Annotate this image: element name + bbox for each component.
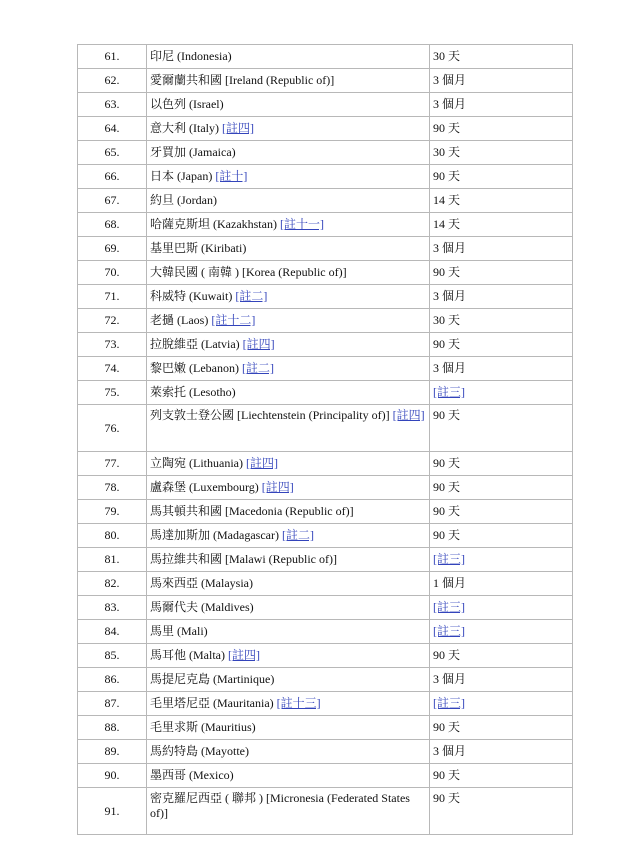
row-number-cell: 85. [78,644,147,668]
table-row [78,261,573,285]
footnote-link[interactable]: [註三] [433,600,465,614]
table-row [78,644,573,668]
footnote-link[interactable]: [註四] [242,337,275,351]
footnote-link[interactable]: [註三] [433,624,465,638]
country-name: 馬達加斯加 (Madagascar) [150,528,279,542]
country-cell [147,165,430,189]
stay-duration: 30 天 [433,49,461,63]
country-name: 基里巴斯 (Kiribati) [150,241,247,255]
stay-duration: 90 天 [433,337,461,351]
country-name: 老撾 (Laos) [150,313,209,327]
stay-duration: 90 天 [433,480,461,494]
footnote-link[interactable]: [註四] [221,121,254,135]
stay-duration: 90 天 [433,768,461,782]
row-number-cell: 87. [78,692,147,716]
table-row [78,117,573,141]
row-number-cell: 64. [78,117,147,141]
stay-duration: 3 個月 [433,289,467,303]
table-row [78,309,573,333]
country-name: 馬耳他 (Malta) [150,648,225,662]
stay-duration: 90 天 [433,504,461,518]
country-name: 印尼 (Indonesia) [150,49,232,63]
table-row [78,45,573,69]
country-name: 以色列 (Israel) [150,97,224,111]
row-number-cell: 77. [78,452,147,476]
footnote-link[interactable]: [註四] [392,408,425,422]
footnote-link[interactable]: [註三] [433,385,465,399]
table-row [78,141,573,165]
country-cell [147,117,430,141]
permitted-stay-cell [430,381,573,405]
country-name: 墨西哥 (Mexico) [150,768,234,782]
permitted-stay-cell [430,596,573,620]
row-number-cell: 90. [78,764,147,788]
country-cell [147,261,430,285]
country-cell [147,357,430,381]
row-number-cell: 62. [78,69,147,93]
country-name: 約旦 (Jordan) [150,193,217,207]
country-cell [147,644,430,668]
country-cell [147,309,430,333]
country-cell [147,69,430,93]
country-cell [147,452,430,476]
stay-duration: 90 天 [433,121,461,135]
table-row [78,788,573,835]
row-number-cell: 75. [78,381,147,405]
stay-duration: 3 個月 [433,744,467,758]
table-row [78,285,573,309]
table-row [78,572,573,596]
permitted-stay-cell [430,357,573,381]
country-name: 愛爾蘭共和國 [Ireland (Republic of)] [150,73,335,87]
country-cell [147,333,430,357]
footnote-link[interactable]: [註四] [245,456,278,470]
table-row [78,357,573,381]
table-row [78,716,573,740]
stay-duration: 1 個月 [433,576,467,590]
permitted-stay-cell [430,500,573,524]
country-name: 毛里塔尼亞 (Mauritania) [150,696,274,710]
country-name: 哈薩克斯坦 (Kazakhstan) [150,217,277,231]
row-number-cell: 70. [78,261,147,285]
footnote-link[interactable]: [註二] [241,361,274,375]
country-name: 拉脫維亞 (Latvia) [150,337,240,351]
country-name: 大韓民國 ( 南韓 ) [Korea (Republic of)] [150,265,347,279]
stay-duration: 30 天 [433,145,461,159]
stay-duration: 30 天 [433,313,461,327]
country-cell [147,285,430,309]
stay-duration: 90 天 [433,791,461,805]
table-row [78,452,573,476]
stay-duration: 90 天 [433,720,461,734]
permitted-stay-cell [430,788,573,835]
table-row [78,237,573,261]
row-number-cell: 86. [78,668,147,692]
country-cell [147,213,430,237]
row-number-cell: 82. [78,572,147,596]
country-name: 牙買加 (Jamaica) [150,145,236,159]
stay-duration: 3 個月 [433,361,467,375]
row-number-cell: 76. [78,405,147,452]
row-number-cell: 73. [78,333,147,357]
permitted-stay-cell [430,261,573,285]
stay-duration: 3 個月 [433,97,467,111]
permitted-stay-cell [430,285,573,309]
permitted-stay-cell [430,69,573,93]
country-cell [147,764,430,788]
country-name: 馬約特島 (Mayotte) [150,744,249,758]
permitted-stay-cell [430,333,573,357]
table-row [78,333,573,357]
table-row [78,381,573,405]
country-cell [147,405,430,452]
row-number-cell: 74. [78,357,147,381]
row-number-cell: 71. [78,285,147,309]
permitted-stay-cell [430,405,573,452]
country-cell [147,93,430,117]
country-name: 黎巴嫩 (Lebanon) [150,361,239,375]
country-name: 立陶宛 (Lithuania) [150,456,243,470]
permitted-stay-cell [430,45,573,69]
row-number-cell: 66. [78,165,147,189]
stay-duration: 90 天 [433,528,461,542]
row-number-cell: 80. [78,524,147,548]
row-number-cell: 69. [78,237,147,261]
stay-duration: 3 個月 [433,672,467,686]
permitted-stay-cell [430,93,573,117]
country-name: 盧森堡 (Luxembourg) [150,480,259,494]
table-row [78,740,573,764]
visa-free-table [77,44,573,835]
stay-duration: 90 天 [433,648,461,662]
country-name: 列支敦士登公國 [Liechtenstein (Principality of)] [150,408,390,422]
permitted-stay-cell [430,764,573,788]
table-row [78,500,573,524]
footnote-link[interactable]: [註二] [281,528,314,542]
row-number-cell: 78. [78,476,147,500]
table-row [78,764,573,788]
permitted-stay-cell [430,572,573,596]
country-cell [147,237,430,261]
country-cell [147,692,430,716]
country-cell [147,716,430,740]
stay-duration: 90 天 [433,408,461,422]
country-name: 馬其頓共和國 [Macedonia (Republic of)] [150,504,354,518]
row-number-cell: 63. [78,93,147,117]
country-cell [147,788,430,835]
permitted-stay-cell [430,141,573,165]
stay-duration: 90 天 [433,265,461,279]
country-cell [147,500,430,524]
country-name: 馬拉維共和國 [Malawi (Republic of)] [150,552,337,566]
row-number-cell: 89. [78,740,147,764]
country-name: 馬提尼克島 (Martinique) [150,672,275,686]
row-number-cell: 72. [78,309,147,333]
stay-duration: 14 天 [433,217,461,231]
permitted-stay-cell [430,644,573,668]
country-name: 馬爾代夫 (Maldives) [150,600,254,614]
permitted-stay-cell [430,309,573,333]
stay-duration: 90 天 [433,456,461,470]
permitted-stay-cell [430,668,573,692]
footnote-link[interactable]: [註三] [433,552,465,566]
footnote-link[interactable]: [註十一] [279,217,324,231]
table-row [78,405,573,452]
footnote-link[interactable]: [註三] [433,696,465,710]
permitted-stay-cell [430,716,573,740]
table-row [78,596,573,620]
table-row [78,668,573,692]
permitted-stay-cell [430,213,573,237]
permitted-stay-cell [430,452,573,476]
footnote-link[interactable]: [註四] [261,480,294,494]
permitted-stay-cell [430,117,573,141]
country-cell [147,596,430,620]
table-row [78,69,573,93]
country-cell [147,620,430,644]
country-cell [147,476,430,500]
table-row [78,620,573,644]
country-name: 馬里 (Mali) [150,624,208,638]
stay-duration: 3 個月 [433,241,467,255]
country-cell [147,524,430,548]
footnote-link[interactable]: [註四] [227,648,260,662]
stay-duration: 90 天 [433,169,461,183]
footnote-link[interactable]: [註十二] [211,313,256,327]
table-row [78,189,573,213]
row-number-cell: 67. [78,189,147,213]
table-row [78,476,573,500]
footnote-link[interactable]: [註十三] [276,696,321,710]
row-number-cell: 68. [78,213,147,237]
row-number-cell: 91. [78,788,147,835]
stay-duration: 3 個月 [433,73,467,87]
country-name: 毛里求斯 (Mauritius) [150,720,256,734]
permitted-stay-cell [430,620,573,644]
row-number-cell: 81. [78,548,147,572]
table-row [78,213,573,237]
stay-duration: 14 天 [433,193,461,207]
country-cell [147,189,430,213]
footnote-link[interactable]: [註二] [235,289,268,303]
table-row [78,524,573,548]
country-cell [147,668,430,692]
table-row [78,548,573,572]
permitted-stay-cell [430,524,573,548]
permitted-stay-cell [430,692,573,716]
table-body [78,45,573,835]
table-row [78,93,573,117]
country-name: 意大利 (Italy) [150,121,219,135]
permitted-stay-cell [430,548,573,572]
country-name: 日本 (Japan) [150,169,213,183]
country-cell [147,381,430,405]
table-row [78,165,573,189]
row-number-cell: 79. [78,500,147,524]
row-number-cell: 65. [78,141,147,165]
permitted-stay-cell [430,189,573,213]
permitted-stay-cell [430,740,573,764]
country-cell [147,740,430,764]
row-number-cell: 88. [78,716,147,740]
row-number-cell: 83. [78,596,147,620]
country-cell [147,572,430,596]
country-cell [147,45,430,69]
footnote-link[interactable]: [註十] [215,169,248,183]
country-name: 科威特 (Kuwait) [150,289,233,303]
row-number-cell: 84. [78,620,147,644]
country-name: 馬來西亞 (Malaysia) [150,576,253,590]
country-name: 密克羅尼西亞 ( 聯邦 ) [Micronesia (Federated States of)] [150,791,410,820]
country-cell [147,548,430,572]
row-number-cell: 61. [78,45,147,69]
country-cell [147,141,430,165]
permitted-stay-cell [430,476,573,500]
table-row [78,692,573,716]
permitted-stay-cell [430,237,573,261]
permitted-stay-cell [430,165,573,189]
country-name: 萊索托 (Lesotho) [150,385,236,399]
